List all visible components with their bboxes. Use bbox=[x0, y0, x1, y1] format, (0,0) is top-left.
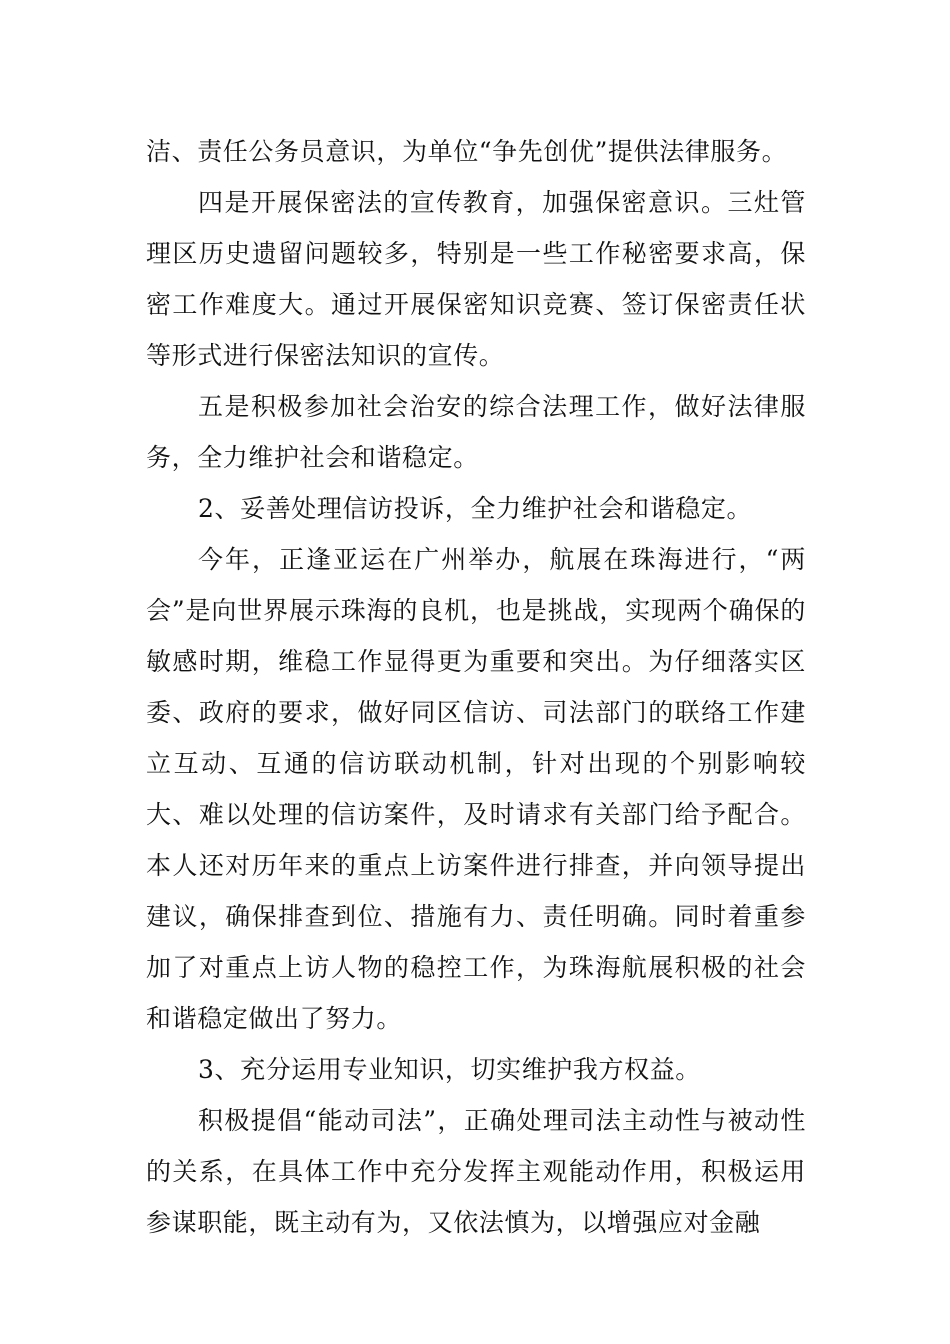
section-heading-petitions: 2、妥善处理信访投诉，全力维护社会和谐稳定。 bbox=[198, 494, 753, 523]
paragraph-confidentiality-education: 四是开展保密法的宣传教育，加强保密意识。三灶管理区历史遗留问题较多，特别是一些工作秘密要求高，保密工作难度大。通过开展保密知识竞赛、签订保密责任状等形式进行保密法知识的宣传。 bbox=[146, 188, 806, 370]
paragraph-public-security: 五是积极参加社会治安的综合法理工作，做好法律服务，全力维护社会和谐稳定。 bbox=[146, 392, 806, 472]
paragraph-petitions-detail: 今年，正逢亚运在广州举办，航展在珠海进行，“两会”是向世界展示珠海的良机，也是挑战，实现两个确保的敏感时期，维稳工作显得更为重要和突出。为仔细落实区委、政府的要求，做好同区信访、司法部门的联络工作建立互动、互通的信访联动机制，针对出现的个别影响较大、难以处理的信访案件，及时请求有关部门给予配合。本人还对历年来的重点上访案件进行排查，并向领导提出建议，确保排查到位、措施有力、责任明确。同时着重参加了对重点上访人物的稳控工作，为珠海航展积极的社会和谐稳定做出了努力。 bbox=[146, 545, 806, 1033]
paragraph-active-judiciary: 积极提倡“能动司法”，正确处理司法主动性与被动性的关系，在具体工作中充分发挥主观能动作用，积极运用参谋职能，既主动有为，又依法慎为，以增强应对金融 bbox=[146, 1106, 806, 1237]
section-heading-professional-knowledge: 3、充分运用专业知识，切实维护我方权益。 bbox=[198, 1055, 701, 1084]
paragraph-continuation: 洁、责任公务员意识，为单位“争先创优”提供法律服务。 bbox=[146, 137, 788, 166]
document-body bbox=[146, 126, 806, 1248]
